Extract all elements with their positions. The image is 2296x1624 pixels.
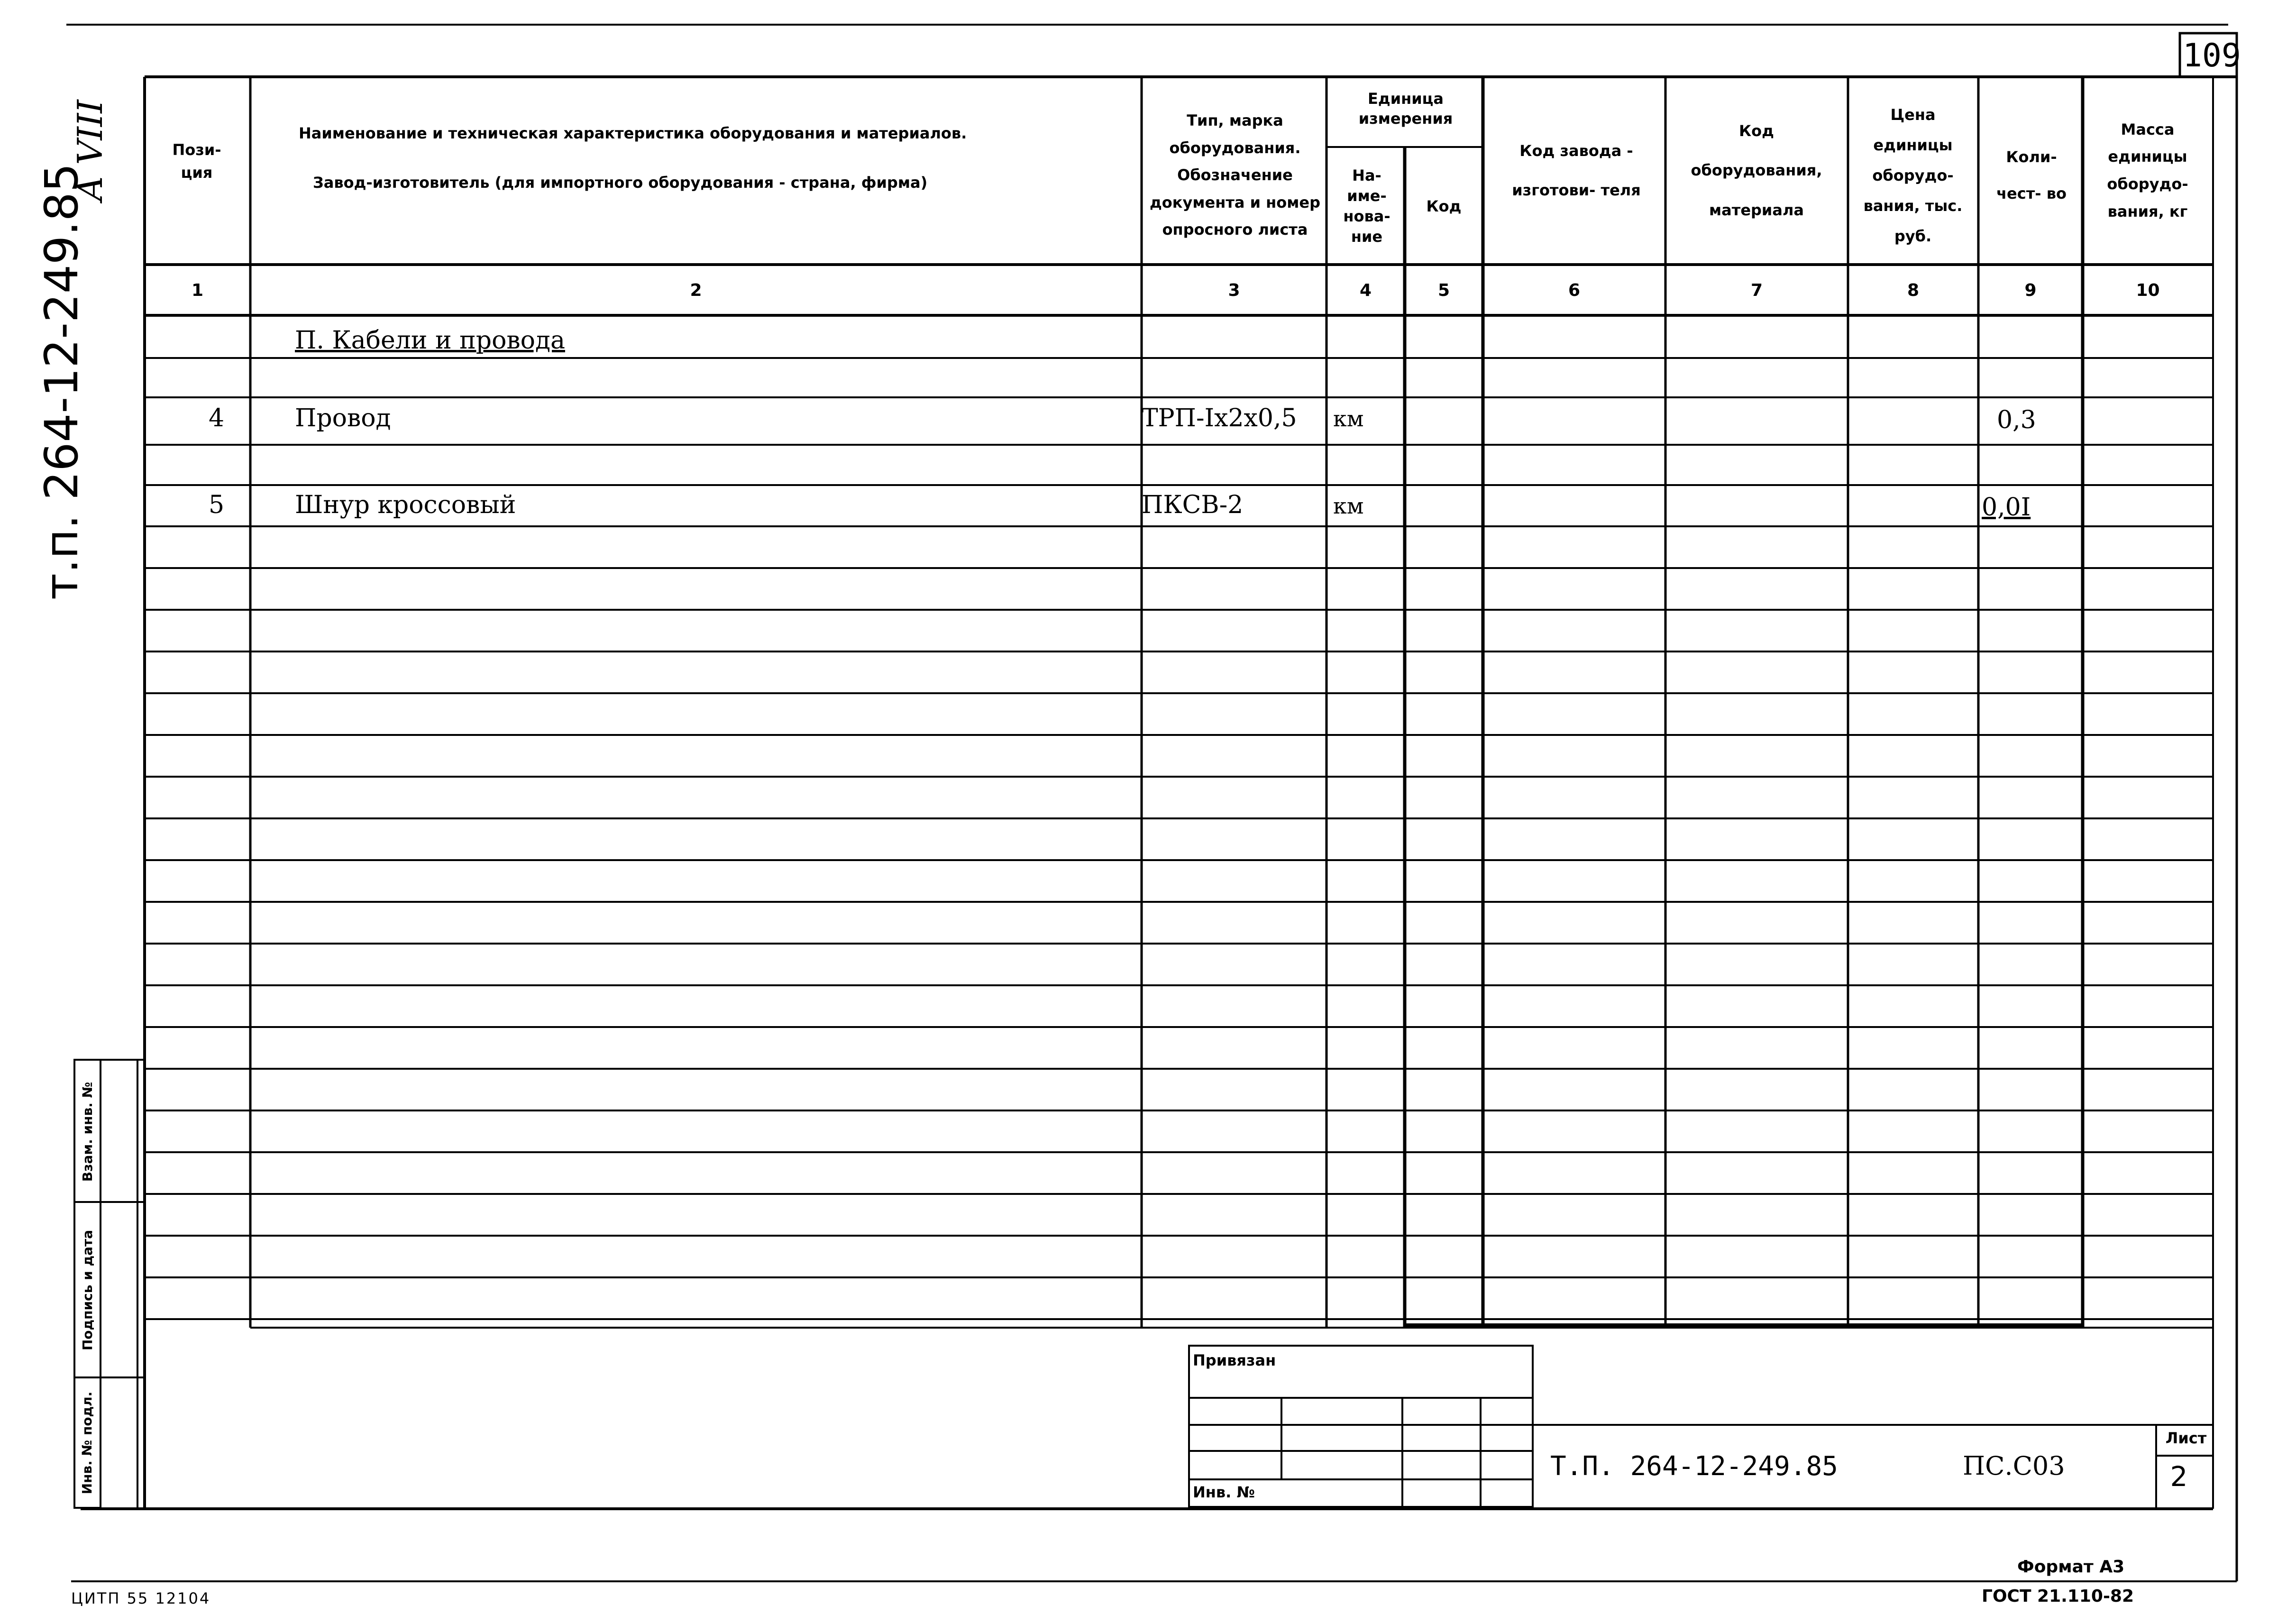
bound-label: Привязан — [1193, 1351, 1276, 1369]
doc-type: ПС.С03 — [1963, 1451, 2065, 1481]
col-number: 4 — [1359, 281, 1372, 300]
section-heading: П. Кабели и провода — [295, 326, 565, 355]
col-number: 10 — [2136, 281, 2160, 300]
header-quantity: Коли- чест- во — [1996, 148, 2067, 202]
col-number: 5 — [1437, 281, 1450, 300]
header-unit-group: Единица измерения — [1358, 90, 1453, 128]
col-number: 1 — [191, 281, 204, 300]
margin-designation: т.п. 264-12-249.85 — [35, 163, 88, 600]
col-number: 3 — [1228, 281, 1240, 300]
header-factory-code: Код завода - изготови- теля — [1512, 141, 1641, 199]
row-position: 4 — [209, 404, 225, 432]
row-name: Провод — [295, 404, 391, 432]
sheet-label: Лист — [2165, 1429, 2207, 1447]
header-name-line1: Наименование и техническая характеристика оборудования и материалов. — [299, 124, 967, 142]
header-position: Пози- ция — [172, 141, 221, 182]
stamp-field-original-inv: Инв. № подл. — [79, 1391, 95, 1495]
document-code: Т.П. 264-12-249.85 — [1550, 1451, 1838, 1482]
col-number: 7 — [1750, 281, 1763, 300]
header-unit-code: Код — [1426, 197, 1462, 215]
col-number: 9 — [2024, 281, 2037, 300]
stamp-field-signature: Подпись и дата — [80, 1229, 95, 1351]
col-number: 6 — [1568, 281, 1581, 300]
margin-album: А VIII — [70, 100, 110, 202]
row-type: ТРП-Iх2х0,5 — [1142, 404, 1297, 432]
sheet-value: 2 — [2170, 1460, 2188, 1493]
format-label: Формат А3 — [2017, 1557, 2125, 1577]
stamp-field-replacement: Взам. инв. № — [80, 1082, 95, 1182]
row-quantity: 0,0I — [1982, 493, 2031, 522]
header-unit-name: На- име- нова- ние — [1343, 166, 1390, 246]
row-position: 5 — [209, 491, 225, 519]
header-price: Цена единицы оборудо- вания, тыс. руб. — [1863, 106, 1963, 245]
header-type: Тип, марка оборудования. Обозначение документа и номер опросного листа — [1149, 111, 1321, 239]
row-quantity: 0,3 — [1997, 406, 2036, 434]
sheet-number: 109 — [2183, 37, 2241, 74]
row-type: ПКСВ-2 — [1142, 491, 1244, 519]
col-number: 2 — [690, 281, 702, 300]
inv-label: Инв. № — [1193, 1483, 1255, 1501]
header-mass: Масса единицы оборудо- вания, кг — [2107, 120, 2188, 220]
header-name-line2: Завод-изготовитель (для импортного оборудования - страна, фирма) — [313, 174, 928, 192]
row-name: Шнур кроссовый — [295, 491, 516, 519]
col-number: 8 — [1907, 281, 1920, 300]
standard-label: ГОСТ 21.110-82 — [1982, 1587, 2134, 1606]
row-unit: км — [1333, 406, 1364, 431]
printer-label: ЦИТП 55 12104 — [71, 1589, 211, 1607]
row-unit: км — [1333, 493, 1364, 519]
header-equipment-code: Код оборудования, материала — [1691, 122, 1822, 219]
